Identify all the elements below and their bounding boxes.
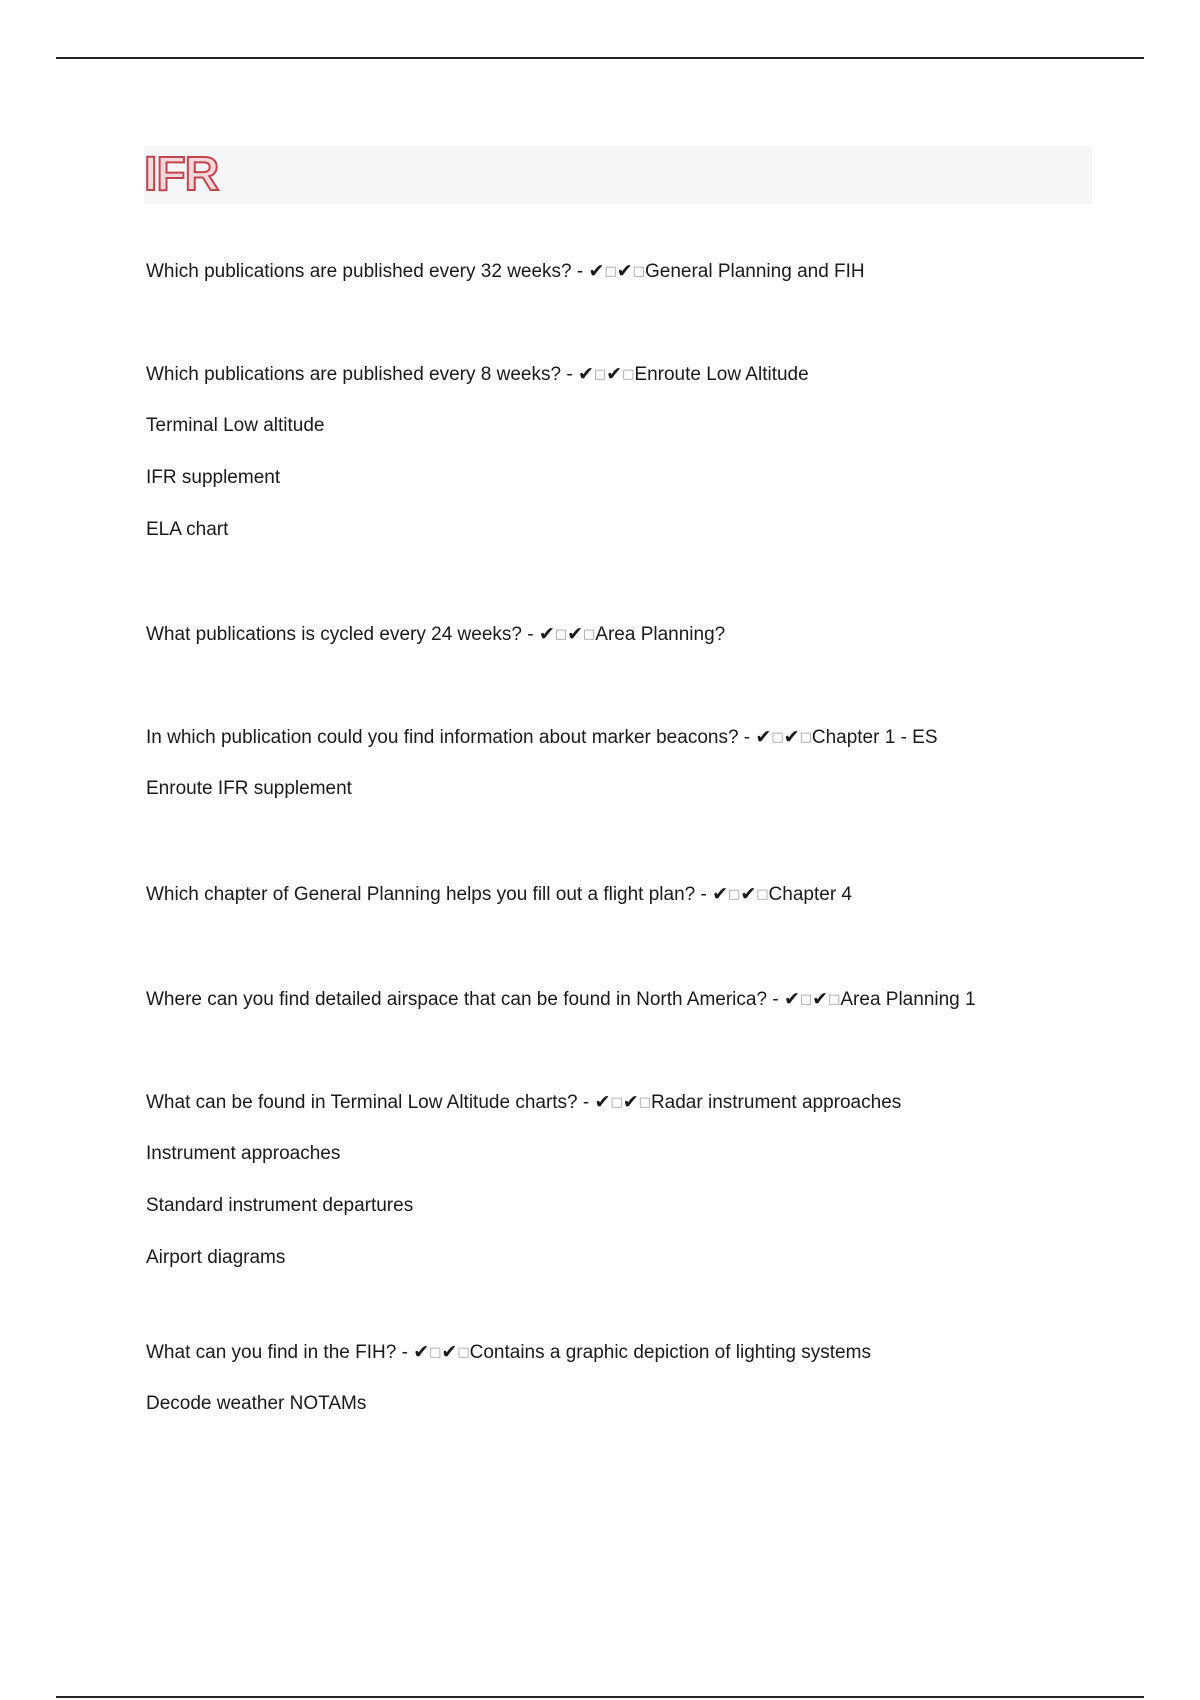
check-icon: ✔ (594, 1091, 611, 1113)
answer-text: Chapter 4 (768, 884, 852, 905)
check-icon: ✔ (616, 260, 633, 282)
answer-text: General Planning and FIH (644, 261, 865, 282)
check-icon: ✔ (413, 1341, 430, 1363)
answer-text: Area Planning 1 (840, 989, 976, 1010)
check-icon: ✔ (622, 1091, 639, 1113)
question-text: Where can you find detailed airspace that can be found in North America? (146, 989, 768, 1010)
header-rule (56, 57, 1144, 59)
separator: - (571, 261, 589, 282)
separator: - (396, 1342, 414, 1363)
answer-text: Contains a graphic depiction of lighting systems (469, 1342, 871, 1363)
box-icon: □ (799, 992, 813, 1007)
answer-text: Chapter 1 - ES (811, 727, 938, 748)
question-text: What publications is cycled every 24 weeks? (146, 624, 522, 645)
question-text: Which publications are published every 32 weeks? (146, 261, 572, 282)
box-icon: □ (728, 887, 741, 902)
box-icon: □ (604, 264, 617, 279)
qa-question-line (146, 987, 976, 1012)
qa-question-line (146, 1340, 871, 1365)
box-icon: □ (583, 627, 596, 642)
check-icon: ✔ (538, 623, 555, 645)
qa-question-line (146, 259, 865, 284)
check-icon: ✔ (567, 623, 583, 645)
qa-question-line (146, 882, 852, 907)
qa-question-line (146, 622, 725, 647)
box-icon: □ (457, 1345, 470, 1360)
box-icon: □ (638, 1095, 651, 1110)
page-title: IFR (144, 148, 219, 201)
question-text: Which chapter of General Planning helps you fill out a flight plan? (146, 884, 696, 905)
check-icon: ✔ (740, 883, 757, 905)
box-icon: □ (828, 992, 841, 1007)
answer-continuation: Instrument approaches (146, 1143, 341, 1164)
box-icon: □ (554, 627, 568, 642)
box-icon: □ (756, 887, 769, 902)
check-icon: ✔ (783, 726, 800, 748)
answer-continuation: Enroute IFR supplement (146, 778, 352, 799)
answer-text: Radar instrument approaches (650, 1092, 902, 1113)
check-icon: ✔ (783, 988, 800, 1010)
box-icon: □ (622, 367, 635, 382)
box-icon: □ (610, 1095, 623, 1110)
check-icon: ✔ (712, 883, 729, 905)
answer-continuation: ELA chart (146, 519, 229, 540)
check-icon: ✔ (812, 988, 829, 1010)
check-icon: ✔ (441, 1341, 458, 1363)
separator: - (561, 364, 578, 385)
answer-text: Enroute Low Altitude (634, 364, 809, 385)
separator: - (738, 727, 756, 748)
answer-continuation: Standard instrument departures (146, 1195, 414, 1216)
separator: - (695, 884, 713, 905)
box-icon: □ (429, 1345, 442, 1360)
separator: - (577, 1092, 595, 1113)
footer-rule (56, 1696, 1144, 1698)
check-icon: ✔ (577, 363, 594, 385)
qa-question-line (146, 725, 938, 750)
answer-continuation: Terminal Low altitude (146, 415, 325, 436)
check-icon: ✔ (606, 363, 623, 385)
question-text: What can you find in the FIH? (146, 1342, 397, 1363)
answer-continuation: Decode weather NOTAMs (146, 1393, 367, 1414)
box-icon: □ (771, 730, 784, 745)
question-text: What can be found in Terminal Low Altitude charts? (146, 1092, 578, 1113)
answer-continuation: Airport diagrams (146, 1247, 286, 1268)
box-icon: □ (799, 730, 812, 745)
box-icon: □ (593, 367, 607, 382)
question-text: In which publication could you find information about marker beacons? (146, 727, 739, 748)
separator: - (521, 624, 539, 645)
title-banner (144, 146, 1092, 204)
question-text: Which publications are published every 8 weeks? (146, 364, 562, 385)
separator: - (767, 989, 784, 1010)
qa-question-line (146, 362, 809, 387)
qa-question-line (146, 1090, 901, 1115)
answer-continuation: IFR supplement (146, 467, 281, 488)
check-icon: ✔ (755, 726, 772, 748)
box-icon: □ (632, 264, 645, 279)
check-icon: ✔ (588, 260, 605, 282)
answer-text: Area Planning? (595, 624, 726, 645)
